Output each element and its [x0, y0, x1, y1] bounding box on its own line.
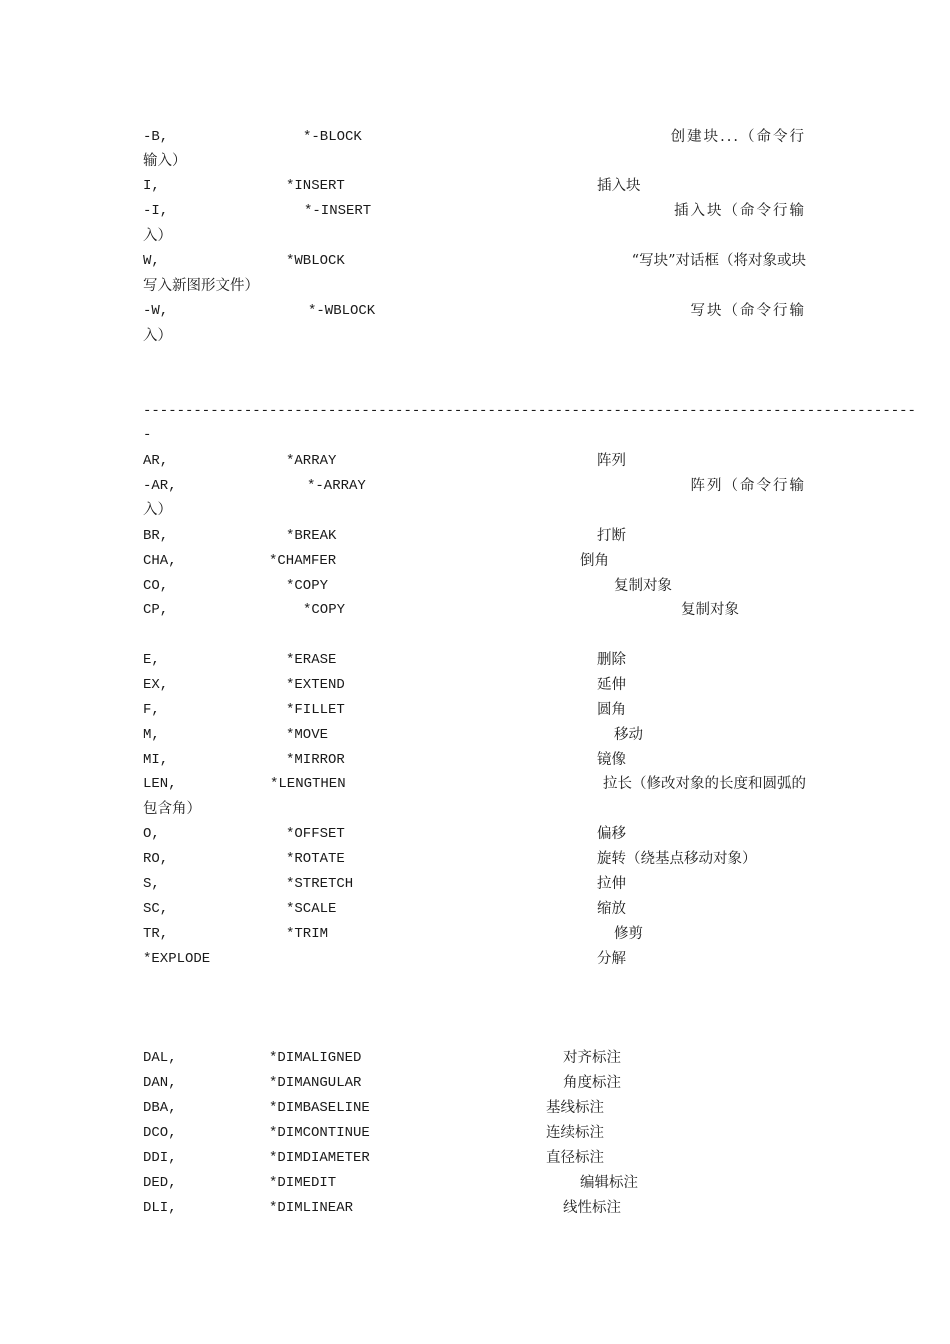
cmd-dimaligned: *DIMALIGNED [269, 1050, 362, 1066]
desc-dimedit: 编辑标注 [580, 1175, 638, 1191]
abbr-copy-cp: CP, [143, 602, 169, 618]
desc-block-cont: 输入） [143, 153, 187, 169]
abbr-extend: EX, [143, 677, 169, 693]
desc-copy-cp: 复制对象 [681, 602, 739, 618]
cmd-copy-cp: *COPY [303, 602, 346, 618]
abbr-rotate: RO, [143, 851, 169, 867]
cmd-dimangular: *DIMANGULAR [269, 1075, 362, 1091]
abbr-dimlinear: DLI, [143, 1200, 177, 1216]
abbr-block-cmd: -B, [143, 129, 169, 145]
desc-extend: 延伸 [597, 677, 626, 693]
desc-block: 创建块...（命令行 [670, 129, 806, 145]
desc-dimbaseline: 基线标注 [546, 1100, 604, 1116]
desc-dimcontinue: 连续标注 [546, 1125, 604, 1141]
desc-dimlinear: 线性标注 [563, 1200, 621, 1216]
desc-insert-cmd-cont: 入） [143, 228, 172, 244]
cmd-offset: *OFFSET [286, 826, 345, 842]
desc-move: 移动 [614, 727, 643, 743]
desc-rotate: 旋转（绕基点移动对象） [597, 851, 757, 867]
cmd-break: *BREAK [286, 528, 337, 544]
desc-stretch: 拉伸 [597, 876, 626, 892]
desc-array-cmd: 阵列（命令行输 [690, 478, 806, 494]
desc-break: 打断 [597, 528, 626, 544]
abbr-insert: I, [143, 178, 160, 194]
abbr-wblock-cmd: -W, [143, 303, 169, 319]
abbr-trim: TR, [143, 926, 169, 942]
abbr-wblock: W, [143, 253, 160, 269]
cmd-insert: *INSERT [286, 178, 345, 194]
cmd-rotate: *ROTATE [286, 851, 345, 867]
cmd-block: *-BLOCK [303, 129, 362, 145]
cmd-array-cmd: *-ARRAY [307, 478, 366, 494]
desc-lengthen: 拉长（修改对象的长度和圆弧的 [603, 776, 806, 792]
desc-dimdiameter: 直径标注 [546, 1150, 604, 1166]
cmd-copy-co: *COPY [286, 578, 329, 594]
cmd-wblock-cmd: *-WBLOCK [308, 303, 376, 319]
abbr-move: M, [143, 727, 160, 743]
desc-dimaligned: 对齐标注 [563, 1050, 621, 1066]
abbr-dimaligned: DAL, [143, 1050, 177, 1066]
abbr-array: AR, [143, 453, 169, 469]
desc-offset: 偏移 [597, 826, 626, 842]
cmd-dimcontinue: *DIMCONTINUE [269, 1125, 370, 1141]
abbr-mirror: MI, [143, 752, 169, 768]
desc-wblock-cmd-cont: 入） [143, 328, 172, 344]
cmd-fillet: *FILLET [286, 702, 345, 718]
cmd-trim: *TRIM [286, 926, 329, 942]
desc-wblock-cont: 写入新图形文件） [143, 278, 259, 294]
abbr-dimangular: DAN, [143, 1075, 177, 1091]
desc-chamfer: 倒角 [580, 553, 609, 569]
abbr-dimdiameter: DDI, [143, 1150, 177, 1166]
abbr-dimedit: DED, [143, 1175, 177, 1191]
cmd-insert-cmd: *-INSERT [304, 203, 372, 219]
abbr-fillet: F, [143, 702, 160, 718]
cmd-lengthen: *LENGTHEN [270, 776, 346, 792]
desc-lengthen-cont: 包含角） [143, 801, 201, 817]
abbr-array-cmd: -AR, [143, 478, 177, 494]
cmd-scale: *SCALE [286, 901, 337, 917]
desc-array-cmd-cont: 入） [143, 502, 172, 518]
desc-insert: 插入块 [597, 178, 641, 194]
abbr-chamfer: CHA, [143, 553, 177, 569]
desc-scale: 缩放 [597, 901, 626, 917]
desc-fillet: 圆角 [597, 702, 626, 718]
cmd-explode: *EXPLODE [143, 951, 211, 967]
desc-erase: 删除 [597, 652, 626, 668]
abbr-offset: O, [143, 826, 160, 842]
desc-mirror: 镜像 [597, 752, 626, 768]
abbr-scale: SC, [143, 901, 169, 917]
desc-wblock: “写块”对话框（将对象或块 [631, 253, 806, 269]
cmd-erase: *ERASE [286, 652, 337, 668]
desc-explode: 分解 [597, 951, 626, 967]
abbr-erase: E, [143, 652, 160, 668]
desc-trim: 修剪 [614, 926, 643, 942]
abbr-lengthen: LEN, [143, 776, 177, 792]
cmd-dimdiameter: *DIMDIAMETER [269, 1150, 370, 1166]
abbr-insert-cmd: -I, [143, 203, 169, 219]
desc-copy-co: 复制对象 [614, 578, 672, 594]
cmd-dimbaseline: *DIMBASELINE [269, 1100, 370, 1116]
cmd-dimedit: *DIMEDIT [269, 1175, 337, 1191]
section-separator: -------------------------------------------------------------------------------------------- [143, 403, 916, 419]
cmd-extend: *EXTEND [286, 677, 345, 693]
cmd-dimlinear: *DIMLINEAR [269, 1200, 354, 1216]
desc-wblock-cmd: 写块（命令行输 [690, 303, 806, 319]
cmd-stretch: *STRETCH [286, 876, 354, 892]
cmd-chamfer: *CHAMFER [269, 553, 337, 569]
cmd-array: *ARRAY [286, 453, 337, 469]
abbr-dimcontinue: DCO, [143, 1125, 177, 1141]
abbr-copy-co: CO, [143, 578, 169, 594]
abbr-dimbaseline: DBA, [143, 1100, 177, 1116]
section-separator-tail: - [143, 427, 152, 443]
desc-dimangular: 角度标注 [563, 1075, 621, 1091]
abbr-break: BR, [143, 528, 169, 544]
cmd-move: *MOVE [286, 727, 329, 743]
cmd-mirror: *MIRROR [286, 752, 345, 768]
abbr-stretch: S, [143, 876, 160, 892]
cmd-wblock: *WBLOCK [286, 253, 345, 269]
desc-array: 阵列 [597, 453, 626, 469]
desc-insert-cmd: 插入块（命令行输 [674, 203, 806, 219]
